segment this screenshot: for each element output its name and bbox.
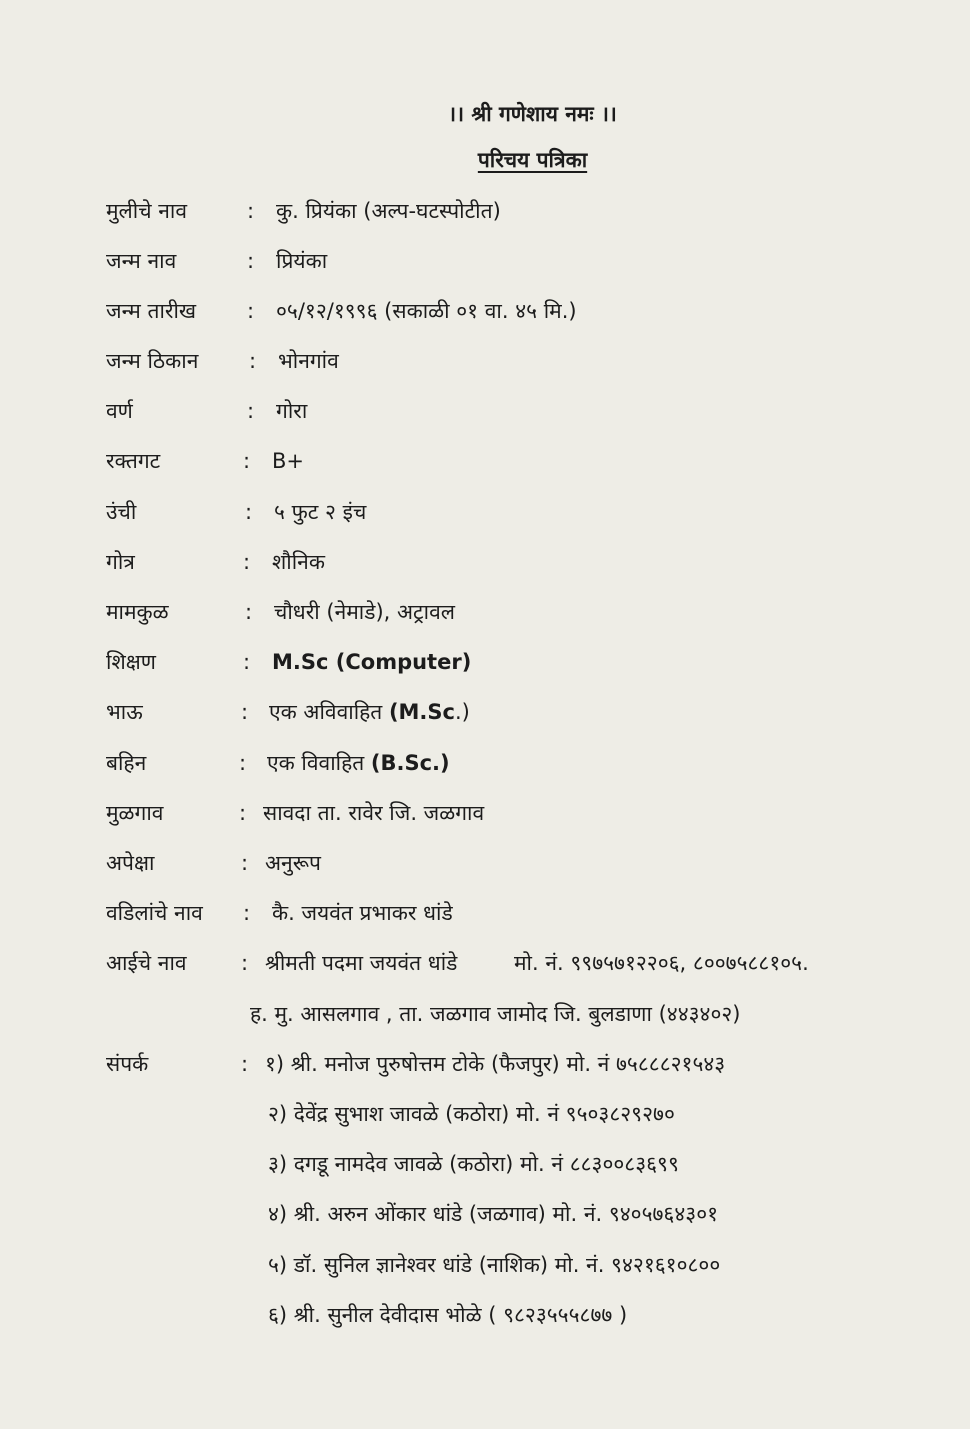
contact-item: २) देवेंद्र सुभाश जावळे (कठोरा) मो. नं ९५०३८२९२७०: [268, 1102, 675, 1126]
field-value: ०५/१२/१९९६ (सकाळी ०१ वा. ४५ मि.): [276, 299, 577, 323]
field-label: जन्म तारीख: [106, 299, 197, 323]
field-label: मामकुळ: [106, 600, 169, 624]
field-label: मुळगाव: [106, 801, 164, 825]
field-value: कु. प्रियंका (अल्प-घटस्पोटीत): [276, 199, 501, 223]
field-colon: :: [241, 700, 249, 724]
field-label: बहिन: [106, 751, 147, 775]
field-colon: :: [243, 550, 251, 574]
field-value: सावदा ता. रावेर जि. जळगाव: [263, 801, 485, 825]
field-label: गोत्र: [106, 550, 135, 574]
field-value: श्रीमती पदमा जयवंत धांडे: [265, 951, 458, 975]
field-colon: :: [241, 1052, 249, 1076]
field-colon: :: [243, 449, 251, 473]
contact-item: ३) दगडू नामदेव जावळे (कठोरा) मो. नं ८८३००८३६९९: [268, 1152, 679, 1176]
contact-label: संपर्क: [106, 1052, 149, 1076]
field-value: एक अविवाहित: [269, 700, 383, 724]
field-colon: :: [239, 801, 247, 825]
field-label: वडिलांचे नाव: [106, 901, 203, 925]
field-value-bold: (B.Sc.): [370, 751, 450, 775]
field-label: उंची: [106, 500, 137, 524]
field-value: ५ फुट २ इंच: [274, 500, 367, 524]
field-colon: :: [247, 249, 255, 273]
field-value: B+: [272, 449, 305, 473]
field-colon: :: [249, 349, 257, 373]
field-value: प्रियंका: [276, 249, 328, 273]
page-title: [0, 146, 970, 174]
field-label: वर्ण: [106, 399, 133, 423]
field-colon: :: [241, 951, 249, 975]
field-value-bold: (M.Sc: [388, 700, 455, 724]
field-value: कै. जयवंत प्रभाकर धांडे: [272, 901, 453, 925]
contact-item: ६) श्री. सुनील देवीदास भोळे ( ९८२३५५५८७७ ): [268, 1303, 628, 1327]
mother-phone: मो. नं. ९९७५७१२२०६, ८००७५८८१०५.: [514, 951, 809, 975]
field-colon: :: [241, 851, 249, 875]
field-value-group: [267, 748, 450, 778]
field-colon: :: [247, 299, 255, 323]
field-value: एक विवाहित: [267, 751, 365, 775]
field-value-tail: .): [454, 700, 470, 724]
field-colon: :: [245, 600, 253, 624]
field-colon: :: [243, 901, 251, 925]
field-value: चौधरी (नेमाडे), अट्रावल: [274, 600, 455, 624]
address-line: ह. मु. आसलगाव , ता. जळगाव जामोद जि. बुलडाणा (४४३४०२): [250, 1002, 741, 1026]
field-label: आईचे नाव: [106, 951, 187, 975]
field-label: जन्म नाव: [106, 249, 177, 273]
contact-item: १) श्री. मनोज पुरुषोत्तम टोके (फैजपुर) मो. नं ७५८८८२१५४३: [265, 1052, 726, 1076]
contact-item: ५) डॉ. सुनिल ज्ञानेश्वर धांडे (नाशिक) मो. नं. ९४२१६१०८००: [268, 1253, 721, 1277]
field-label: रक्तगट: [106, 449, 161, 473]
field-label: जन्म ठिकान: [106, 349, 199, 373]
field-value: M.Sc (Computer): [272, 650, 472, 674]
field-colon: :: [243, 650, 251, 674]
field-label: अपेक्षा: [106, 851, 155, 875]
field-colon: :: [239, 751, 247, 775]
blessing-heading: ।। श्री गणेशाय नमः ।।: [448, 102, 617, 126]
field-value: गोरा: [276, 399, 308, 423]
contact-item: ४) श्री. अरुन ओंकार धांडे (जळगाव) मो. नं. ९४०५७६४३०१: [268, 1202, 719, 1226]
field-value: भोनगांव: [278, 349, 339, 373]
field-label: भाऊ: [106, 700, 143, 724]
field-value: शौनिक: [272, 550, 325, 574]
field-label: मुलीचे नाव: [106, 199, 188, 223]
field-colon: :: [245, 500, 253, 524]
field-label: शिक्षण: [106, 650, 156, 674]
field-colon: :: [247, 199, 255, 223]
field-value-group: [269, 697, 470, 727]
field-colon: :: [247, 399, 255, 423]
field-value: अनुरूप: [265, 851, 321, 875]
page-title-text: परिचय पत्रिका: [477, 148, 588, 172]
